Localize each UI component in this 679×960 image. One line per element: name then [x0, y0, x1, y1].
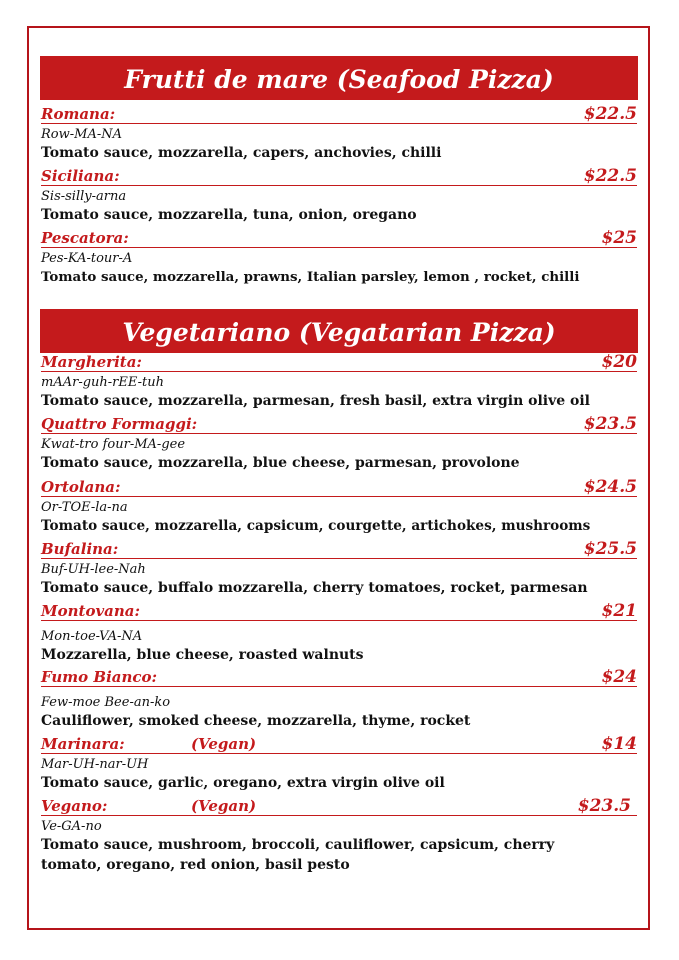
menu-item-quattro-formaggi: [41, 415, 637, 473]
item-price: $14: [601, 734, 637, 754]
item-price: $25.5: [583, 539, 637, 559]
menu-item-montovana: [41, 602, 637, 665]
item-description: Tomato sauce, mozzarella, capers, anchovies, chilli: [41, 145, 442, 161]
item-pronunciation: Row-MA-NA: [41, 127, 122, 142]
item-heading: [41, 797, 637, 816]
item-heading: [41, 167, 637, 186]
item-price: $21: [601, 601, 637, 621]
item-pronunciation: Kwat-tro four-MA-gee: [41, 437, 186, 452]
item-pronunciation: Sis-silly-arna: [41, 189, 127, 204]
item-description: Cauliflower, smoked cheese, mozzarella, thyme, rocket: [41, 713, 471, 729]
item-pronunciation: Buf-UH-lee-Nah: [41, 562, 146, 577]
item-heading: [41, 353, 637, 372]
item-name: Montovana:: [41, 602, 141, 620]
item-pronunciation: Mar-UH-nar-UH: [41, 757, 149, 772]
vegan-tag: (Vegan): [191, 797, 257, 815]
item-description: Tomato sauce, mozzarella, blue cheese, parmesan, provolone: [41, 455, 520, 471]
item-price: $25: [601, 228, 637, 248]
menu-item-ortolana: [41, 478, 637, 536]
item-price: $23.5: [577, 796, 631, 816]
item-price: $22.5: [583, 104, 637, 124]
item-price: $22.5: [583, 166, 637, 186]
item-pronunciation: Mon-toe-VA-NA: [41, 629, 143, 644]
item-name: Pescatora:: [41, 229, 129, 247]
item-name: Fumo Bianco:: [41, 668, 158, 686]
item-description: Tomato sauce, mozzarella, capsicum, courgette, artichokes, mushrooms: [41, 518, 591, 534]
item-description: Tomato sauce, mozzarella, parmesan, fresh basil, extra virgin olive oil: [41, 393, 590, 409]
item-name: Quattro Formaggi:: [41, 415, 198, 433]
item-heading: [41, 105, 637, 124]
item-heading: [41, 540, 637, 559]
item-description: Mozzarella, blue cheese, roasted walnuts: [41, 647, 364, 663]
item-pronunciation: Or-TOE-la-na: [41, 500, 128, 515]
menu-item-vegano: [41, 797, 637, 875]
item-name: Marinara:: [41, 735, 125, 753]
item-description: Tomato sauce, buffalo mozzarella, cherry tomatoes, rocket, parmesan: [41, 580, 588, 596]
item-price: $20: [601, 352, 637, 372]
item-name: Vegano:: [41, 797, 108, 815]
section-title-seafood: Frutti de mare (Seafood Pizza): [40, 56, 638, 100]
item-pronunciation: Pes-KA-tour-A: [41, 251, 133, 266]
item-price: $23.5: [583, 414, 637, 434]
item-pronunciation: mAAr-guh-rEE-tuh: [41, 375, 164, 390]
item-name: Ortolana:: [41, 478, 121, 496]
item-price: $24: [601, 667, 637, 687]
item-name: Siciliana:: [41, 167, 120, 185]
item-price: $24.5: [583, 477, 637, 497]
item-name: Margherita:: [41, 353, 142, 371]
menu-item-siciliana: [41, 167, 637, 225]
item-heading: [41, 415, 637, 434]
item-name: Bufalina:: [41, 540, 119, 558]
item-heading: [41, 478, 637, 497]
menu-item-marinara: [41, 735, 637, 793]
item-heading: [41, 735, 637, 754]
menu-item-fumo-bianco: [41, 668, 637, 731]
item-description: Tomato sauce, mushroom, broccoli, cauliflower, capsicum, cherry tomato, oregano, red onion, basil pesto: [41, 837, 555, 873]
item-description: Tomato sauce, mozzarella, tuna, onion, oregano: [41, 207, 417, 223]
item-heading: [41, 602, 637, 621]
item-heading: [41, 668, 637, 687]
item-description: Tomato sauce, garlic, oregano, extra virgin olive oil: [41, 775, 445, 791]
item-description: Tomato sauce, mozzarella, prawns, Italian parsley, lemon , rocket, chilli: [41, 269, 580, 285]
item-pronunciation: Ve-GA-no: [41, 819, 102, 834]
vegan-tag: (Vegan): [191, 735, 257, 753]
menu-item-pescatora: [41, 229, 637, 287]
item-heading: [41, 229, 637, 248]
section-title-vegetarian: Vegetariano (Vegatarian Pizza): [40, 309, 638, 353]
item-name: Romana:: [41, 105, 116, 123]
menu-item-romana: [41, 105, 637, 163]
menu-item-bufalina: [41, 540, 637, 598]
menu-item-margherita: [41, 353, 637, 411]
item-pronunciation: Few-moe Bee-an-ko: [41, 695, 171, 710]
